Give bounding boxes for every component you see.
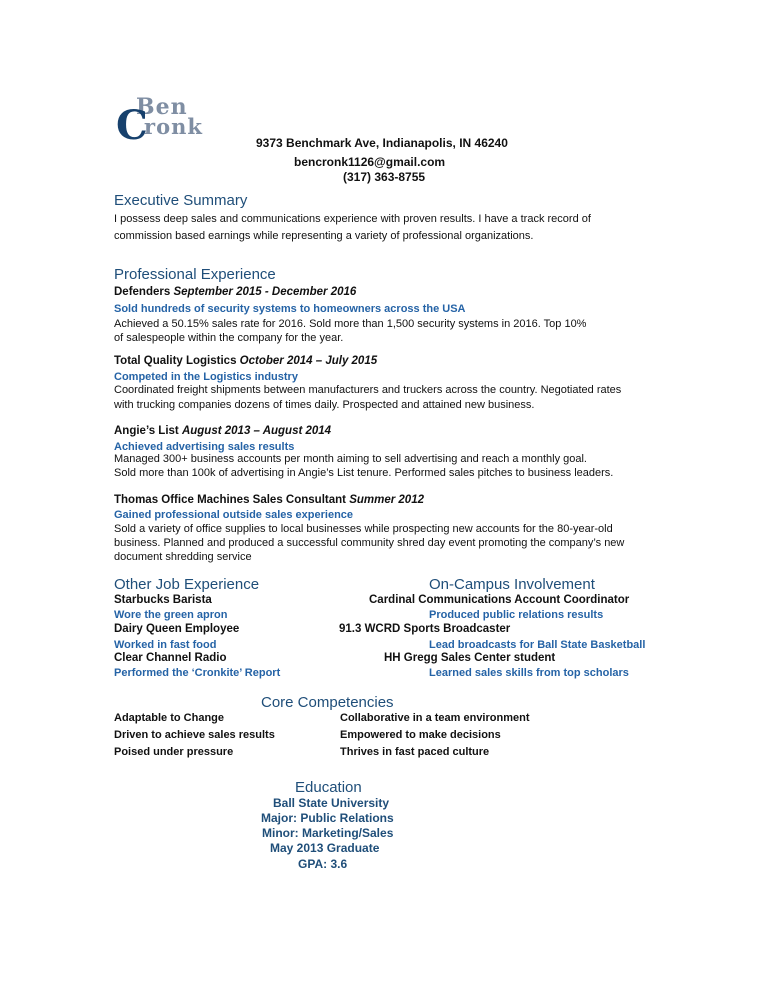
contact-email: bencronk1126@gmail.com: [294, 155, 446, 169]
job-description-line: Sold a variety of office supplies to local businesses while prospecting new accounts for the 80-year-old: [114, 523, 613, 535]
executive-summary-heading: Executive Summary: [114, 192, 248, 209]
summary-line-1: I possess deep sales and communications experience with proven results. I have a track record of: [114, 213, 591, 225]
other-job-title: Clear Channel Radio: [114, 652, 227, 664]
job-dates: September 2015 - December 2016: [173, 286, 357, 298]
contact-address: 9373 Benchmark Ave, Indianapolis, IN 46240: [256, 136, 508, 150]
job-company: Thomas Office Machines Sales Consultant: [114, 494, 346, 506]
contact-phone: (317) 363-8755: [343, 170, 426, 184]
education-school: Ball State University: [273, 796, 390, 810]
logo-first-name: Ben: [136, 94, 188, 120]
job-description-line: document shredding service: [114, 551, 252, 563]
competency-item: Driven to achieve sales results: [114, 729, 275, 741]
job-title: [114, 494, 424, 506]
job-description-line: with trucking companies dozens of times daily. Prospected and attained new business.: [114, 399, 535, 411]
education-gpa: GPA: 3.6: [298, 857, 348, 871]
other-job-title: Starbucks Barista: [114, 594, 212, 606]
job-highlight: Gained professional outside sales experience: [114, 509, 354, 521]
job-description-line: Managed 300+ business accounts per month aiming to sell advertising and reach a monthly goal.: [114, 453, 587, 465]
other-job-experience-heading: Other Job Experience: [114, 576, 260, 593]
logo-last-name: ronk: [144, 114, 203, 139]
campus-role-note: Learned sales skills from top scholars: [429, 667, 629, 679]
job-highlight: Achieved advertising sales results: [114, 441, 295, 453]
education-major: Major: Public Relations: [261, 811, 394, 825]
professional-experience-heading: Professional Experience: [114, 266, 276, 283]
job-description-line: of salespeople within the company for the year.: [114, 332, 344, 344]
job-dates: October 2014 – July 2015: [239, 355, 378, 367]
education-graduation: May 2013 Graduate: [270, 841, 380, 855]
competency-item: Thrives in fast paced culture: [340, 746, 490, 758]
job-highlight: Competed in the Logistics industry: [114, 371, 298, 383]
campus-role-note: Lead broadcasts for Ball State Basketball: [429, 639, 646, 651]
job-description-line: Coordinated freight shipments between manufacturers and truckers across the country. Negotiated rates: [114, 384, 622, 396]
competency-item: Poised under pressure: [114, 746, 234, 758]
job-company: Defenders: [114, 286, 171, 298]
logo: [116, 94, 216, 149]
job-title: [114, 355, 377, 367]
job-company: Total Quality Logistics: [114, 355, 237, 367]
campus-role-title: HH Gregg Sales Center student: [384, 652, 556, 664]
job-description-line: business. Planned and produced a successful community shred day event promoting the company’s new: [114, 537, 625, 549]
core-competencies-heading: Core Competencies: [261, 694, 394, 711]
education-heading: Education: [295, 779, 362, 796]
other-job-note: Worked in fast food: [114, 639, 217, 651]
job-dates: Summer 2012: [349, 494, 424, 506]
summary-line-2: commission based earnings while representing a variety of professional organizations.: [114, 230, 534, 242]
job-description-line: Achieved a 50.15% sales rate for 2016. Sold more than 1,500 security systems in 2016. Top 10%: [114, 318, 587, 330]
campus-role-title: 91.3 WCRD Sports Broadcaster: [339, 623, 511, 635]
job-highlight: Sold hundreds of security systems to homeowners across the USA: [114, 303, 466, 315]
job-description-line: Sold more than 100k of advertising in Angie’s List tenure. Performed sales pitches to business leaders.: [114, 467, 614, 479]
other-job-note: Wore the green apron: [114, 609, 228, 621]
education-minor: Minor: Marketing/Sales: [262, 826, 394, 840]
job-title: [114, 425, 331, 437]
job-title: [114, 286, 356, 298]
competency-item: Adaptable to Change: [114, 712, 225, 724]
on-campus-heading: On-Campus Involvement: [429, 576, 595, 593]
competency-item: Empowered to make decisions: [340, 729, 501, 741]
competency-item: Collaborative in a team environment: [340, 712, 530, 724]
job-dates: August 2013 – August 2014: [181, 425, 332, 437]
job-company: Angie’s List: [114, 425, 179, 437]
logo-initial: C: [116, 102, 148, 149]
other-job-note: Performed the ‘Cronkite’ Report: [114, 667, 281, 679]
other-job-title: Dairy Queen Employee: [114, 623, 240, 635]
campus-role-title: Cardinal Communications Account Coordinator: [369, 594, 630, 606]
campus-role-note: Produced public relations results: [429, 609, 604, 621]
